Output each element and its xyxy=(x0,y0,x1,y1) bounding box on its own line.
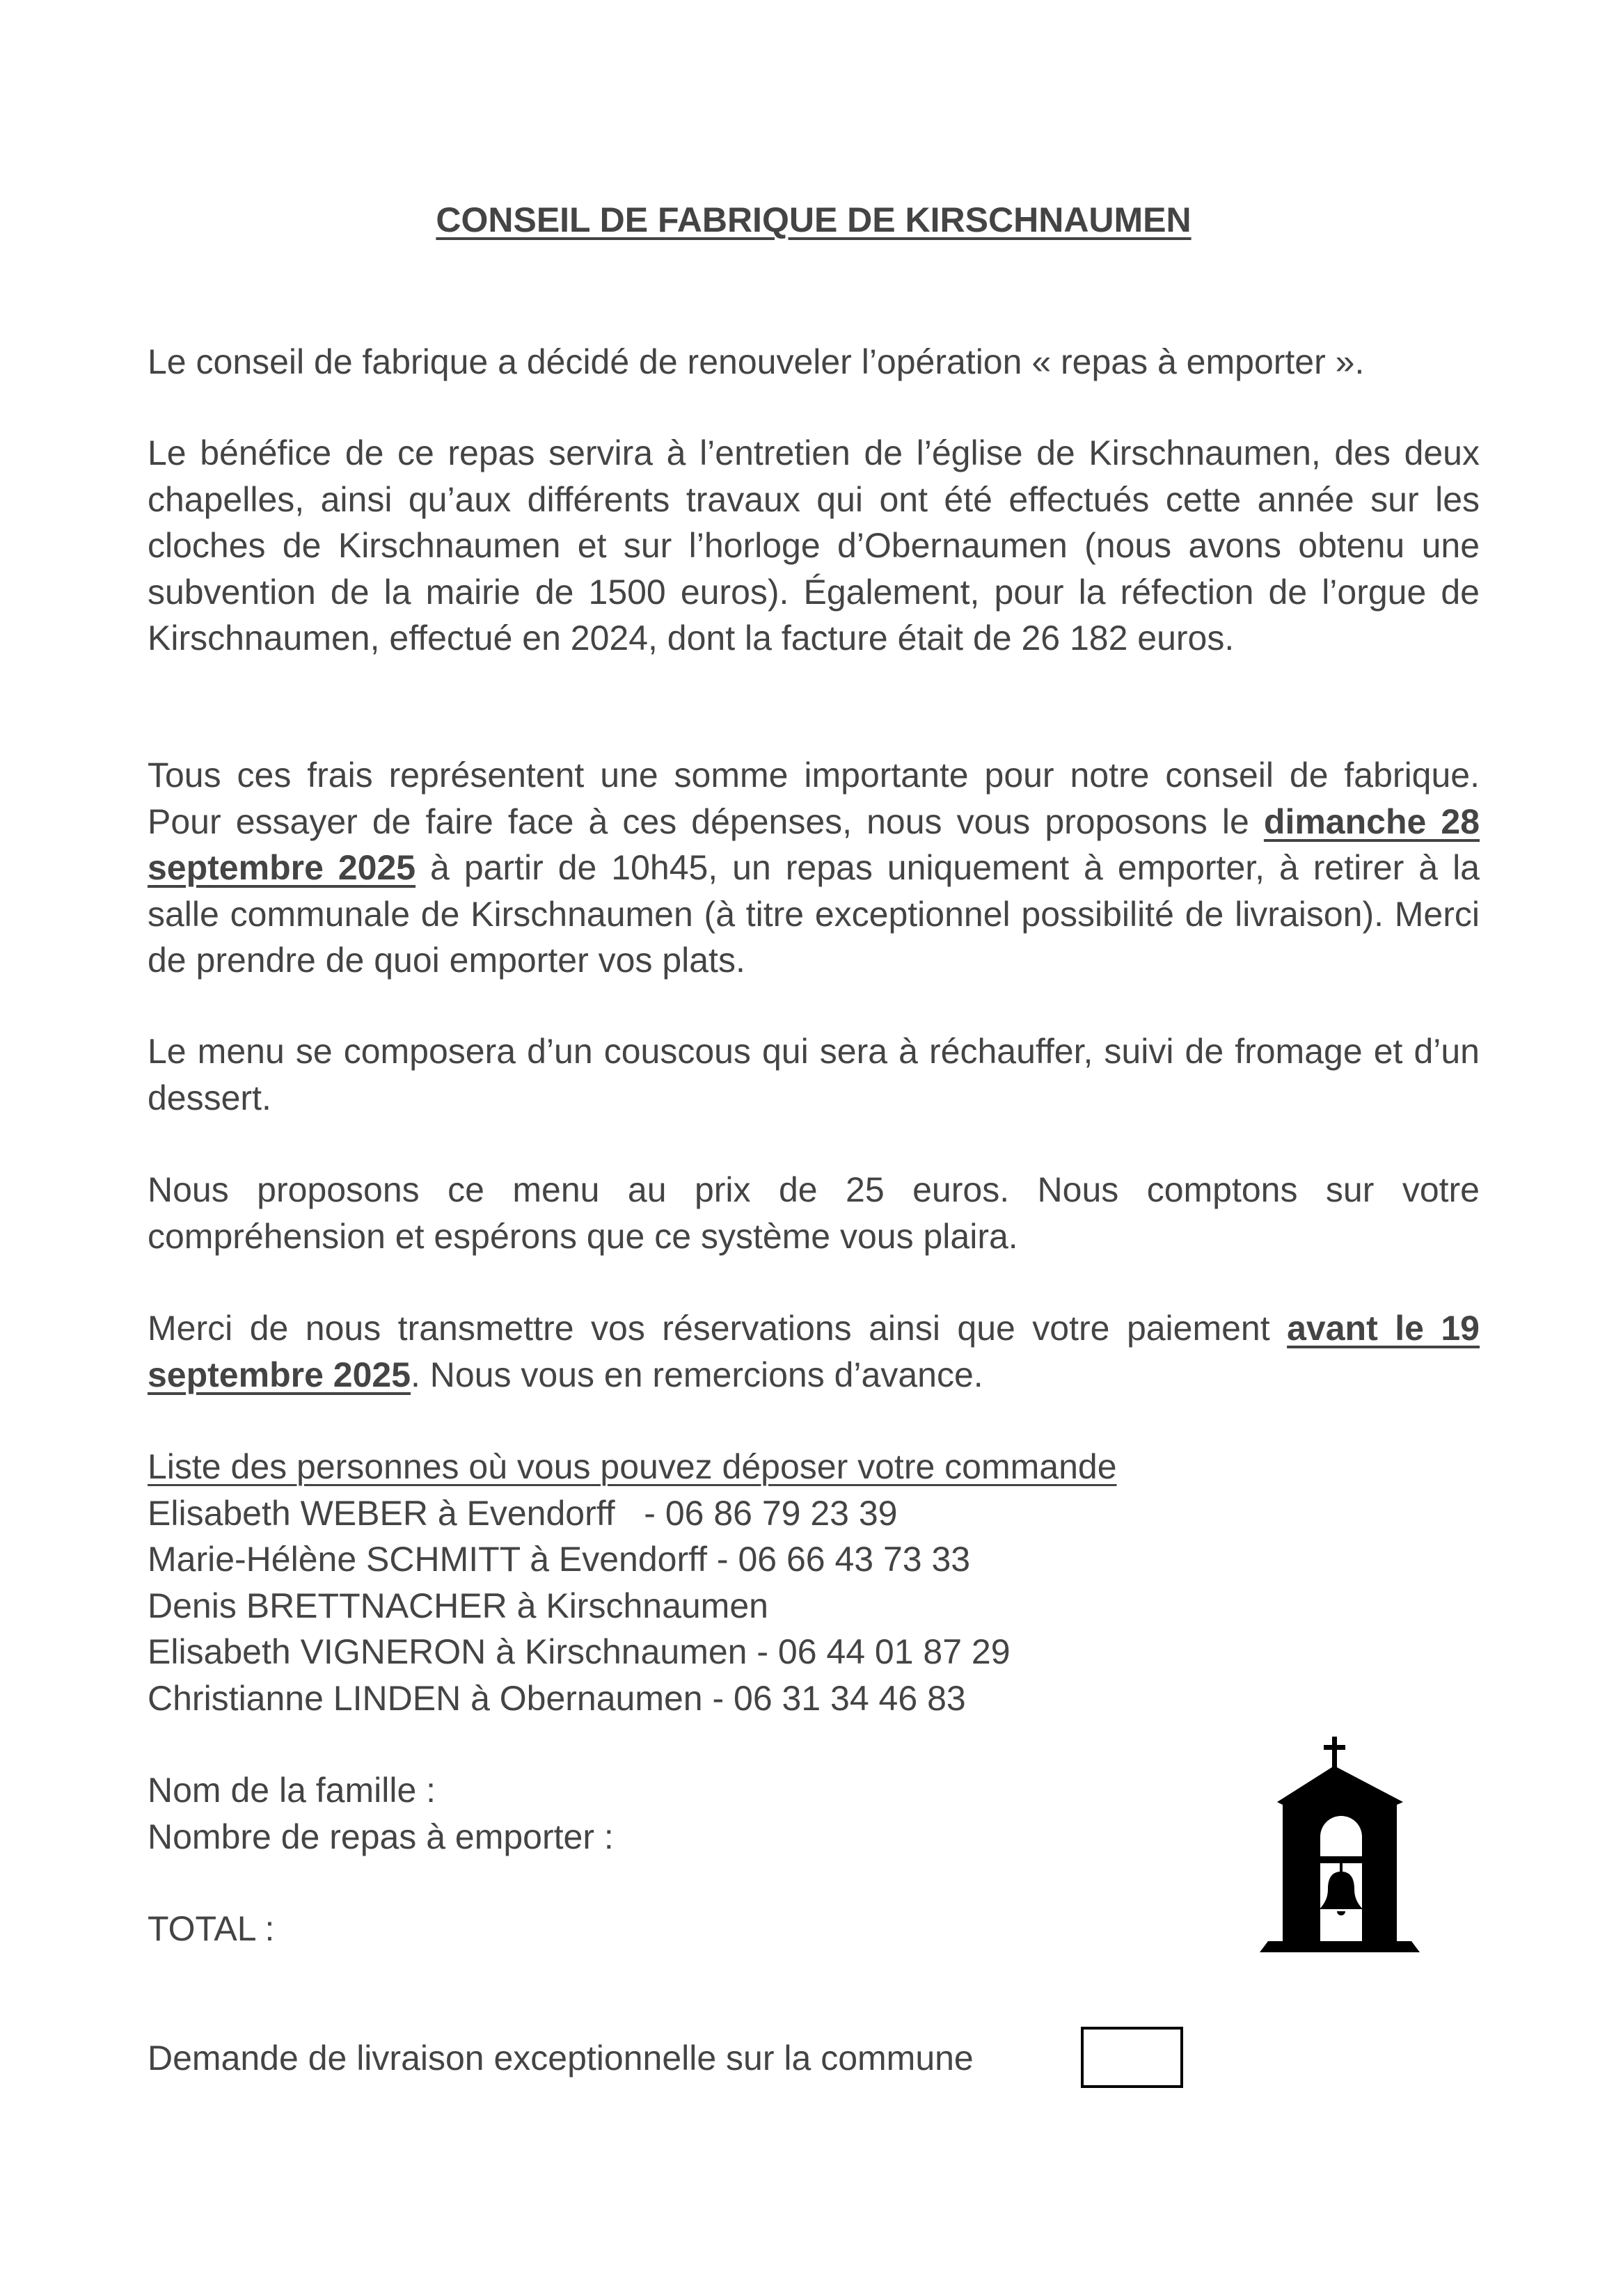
total-field[interactable]: TOTAL : xyxy=(148,1909,275,1948)
family-name-field[interactable]: Nom de la famille : xyxy=(148,1771,436,1810)
contact-item: Elisabeth VIGNERON à Kirschnaumen - 06 44 01 87 29 xyxy=(148,1632,1011,1671)
delivery-request-label: Demande de livraison exceptionnelle sur la commune xyxy=(148,2039,974,2078)
deadline-text-before: Merci de nous transmettre vos réservations ainsi que votre paiement xyxy=(148,1309,1288,1348)
contacts-heading: Liste des personnes où vous pouvez déposer votre commande xyxy=(148,1447,1117,1486)
deadline-paragraph xyxy=(148,1305,1480,1398)
cross-horizontal xyxy=(1324,1745,1345,1750)
delivery-request-checkbox[interactable] xyxy=(1081,2027,1183,2088)
event-date: dimanche 28 septembre 2025 xyxy=(148,802,1480,887)
costs-text-after: à partir de 10h45, un repas uniquement à emporter, à retirer à la salle communale de Kirschnaumen (à titre exceptionnel possibilité de livraison). Merci de prendre de quoi emporter vos plats. xyxy=(148,848,1480,980)
costs-text-before: Tous ces frais représentent une somme importante pour notre conseil de fabrique. Pour essayer de faire face à ces dépenses, nous vous proposons le xyxy=(148,756,1480,841)
costs-paragraph xyxy=(148,752,1480,984)
contacts-section xyxy=(148,1444,1480,1721)
contact-item: Denis BRETTNACHER à Kirschnaumen xyxy=(148,1586,768,1625)
contact-item: Christianne LINDEN à Obernaumen - 06 31 34 46 83 xyxy=(148,1678,966,1718)
arch-window xyxy=(1320,1816,1362,1856)
document-title: CONSEIL DE FABRIQUE DE KIRSCHNAUMEN xyxy=(436,200,1191,239)
church-bell-icon xyxy=(1253,1732,1427,1962)
contact-item: Elisabeth WEBER à Evendorff - 06 86 79 23 39 xyxy=(148,1493,898,1533)
deadline-text-after: . Nous vous en remercions d’avance. xyxy=(411,1355,983,1394)
cross-vertical xyxy=(1332,1737,1337,1767)
deadline-date: avant le 19 septembre 2025 xyxy=(148,1309,1480,1394)
menu-paragraph: Le menu se composera d’un couscous qui sera à réchauffer, suivi de fromage et d’un dessert. xyxy=(148,1032,1480,1117)
intro-paragraph: Le conseil de fabrique a décidé de renouveler l’opération « repas à emporter ». xyxy=(148,342,1365,381)
meals-count-field[interactable]: Nombre de repas à emporter : xyxy=(148,1817,614,1856)
price-paragraph: Nous proposons ce menu au prix de 25 euros. Nous comptons sur votre compréhension et espérons que ce système vous plaira. xyxy=(148,1170,1480,1256)
benefit-paragraph: Le bénéfice de ce repas servira à l’entretien de l’église de Kirschnaumen, des deux chapelles, ainsi qu’aux différents travaux qui ont été effectués cette année sur les cloches de Kirschnaumen et sur l’horloge d’Obernaumen (nous avons obtenu une subvention de la mairie de 1500 euros). Également, pour la réfection de l’orgue de Kirschnaumen, effectué en 2024, dont la facture était de 26 182 euros. xyxy=(148,433,1480,657)
contact-item: Marie-Hélène SCHMITT à Evendorff - 06 66 43 73 33 xyxy=(148,1540,971,1579)
